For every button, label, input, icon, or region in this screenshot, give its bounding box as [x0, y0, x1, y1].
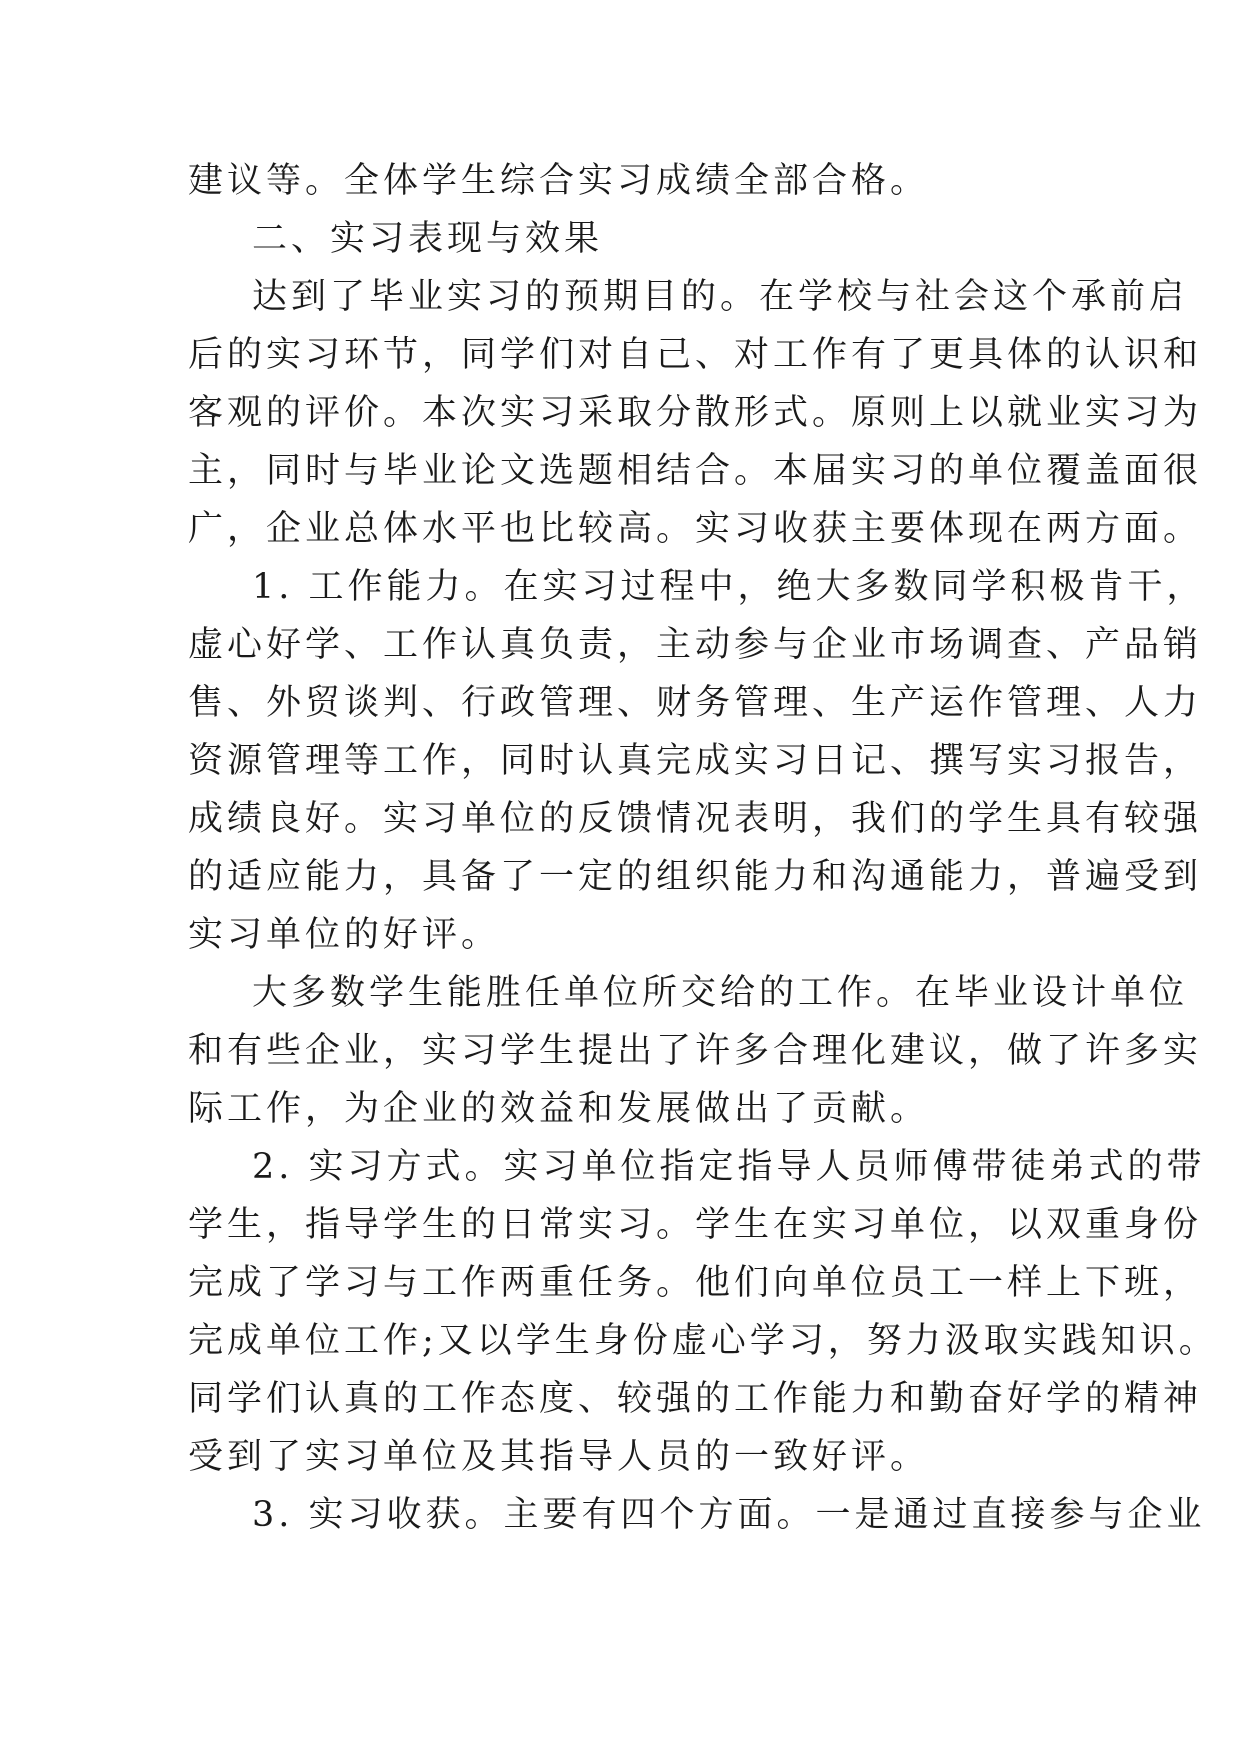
- body-line: 际工作，为企业的效益和发展做出了贡献。: [188, 1089, 930, 1129]
- body-line: 广，企业总体水平也比较高。实习收获主要体现在两方面。: [188, 509, 1203, 549]
- body-line: 成绩良好。实习单位的反馈情况表明，我们的学生具有较强: [188, 799, 1203, 839]
- body-line: 主，同时与毕业论文选题相结合。本届实习的单位覆盖面很: [188, 451, 1203, 491]
- body-line: 学生，指导学生的日常实习。学生在实习单位，以双重身份: [188, 1205, 1203, 1245]
- body-line: 1. 工作能力。在实习过程中，绝大多数同学积极肯干，: [252, 567, 1206, 607]
- section-heading: 二、实习表现与效果: [252, 219, 604, 259]
- body-line: 后的实习环节，同学们对自己、对工作有了更具体的认识和: [188, 335, 1203, 375]
- body-line: 受到了实习单位及其指导人员的一致好评。: [188, 1437, 930, 1477]
- body-line: 售、外贸谈判、行政管理、财务管理、生产运作管理、人力: [188, 683, 1203, 723]
- body-line: 完成单位工作;又以学生身份虚心学习，努力汲取实践知识。: [188, 1321, 1218, 1361]
- body-line: 大多数学生能胜任单位所交给的工作。在毕业设计单位: [252, 973, 1189, 1013]
- body-line: 完成了学习与工作两重任务。他们向单位员工一样上下班，: [188, 1263, 1203, 1303]
- body-line: 客观的评价。本次实习采取分散形式。原则上以就业实习为: [188, 393, 1203, 433]
- body-line: 达到了毕业实习的预期目的。在学校与社会这个承前启: [252, 277, 1189, 317]
- body-line: 同学们认真的工作态度、较强的工作能力和勤奋好学的精神: [188, 1379, 1203, 1419]
- body-line: 资源管理等工作，同时认真完成实习日记、撰写实习报告，: [188, 741, 1203, 781]
- document-body: [188, 152, 1218, 1544]
- body-line: 的适应能力，具备了一定的组织能力和沟通能力，普遍受到: [188, 857, 1203, 897]
- body-line: 建议等。全体学生综合实习成绩全部合格。: [188, 161, 930, 201]
- body-line: 2. 实习方式。实习单位指定指导人员师傅带徒弟式的带: [252, 1147, 1206, 1187]
- body-line: 虚心好学、工作认真负责，主动参与企业市场调查、产品销: [188, 625, 1203, 665]
- body-line: 实习单位的好评。: [188, 915, 501, 955]
- body-line: 和有些企业，实习学生提出了许多合理化建议，做了许多实: [188, 1031, 1203, 1071]
- body-line: 3. 实习收获。主要有四个方面。一是通过直接参与企业: [252, 1495, 1206, 1535]
